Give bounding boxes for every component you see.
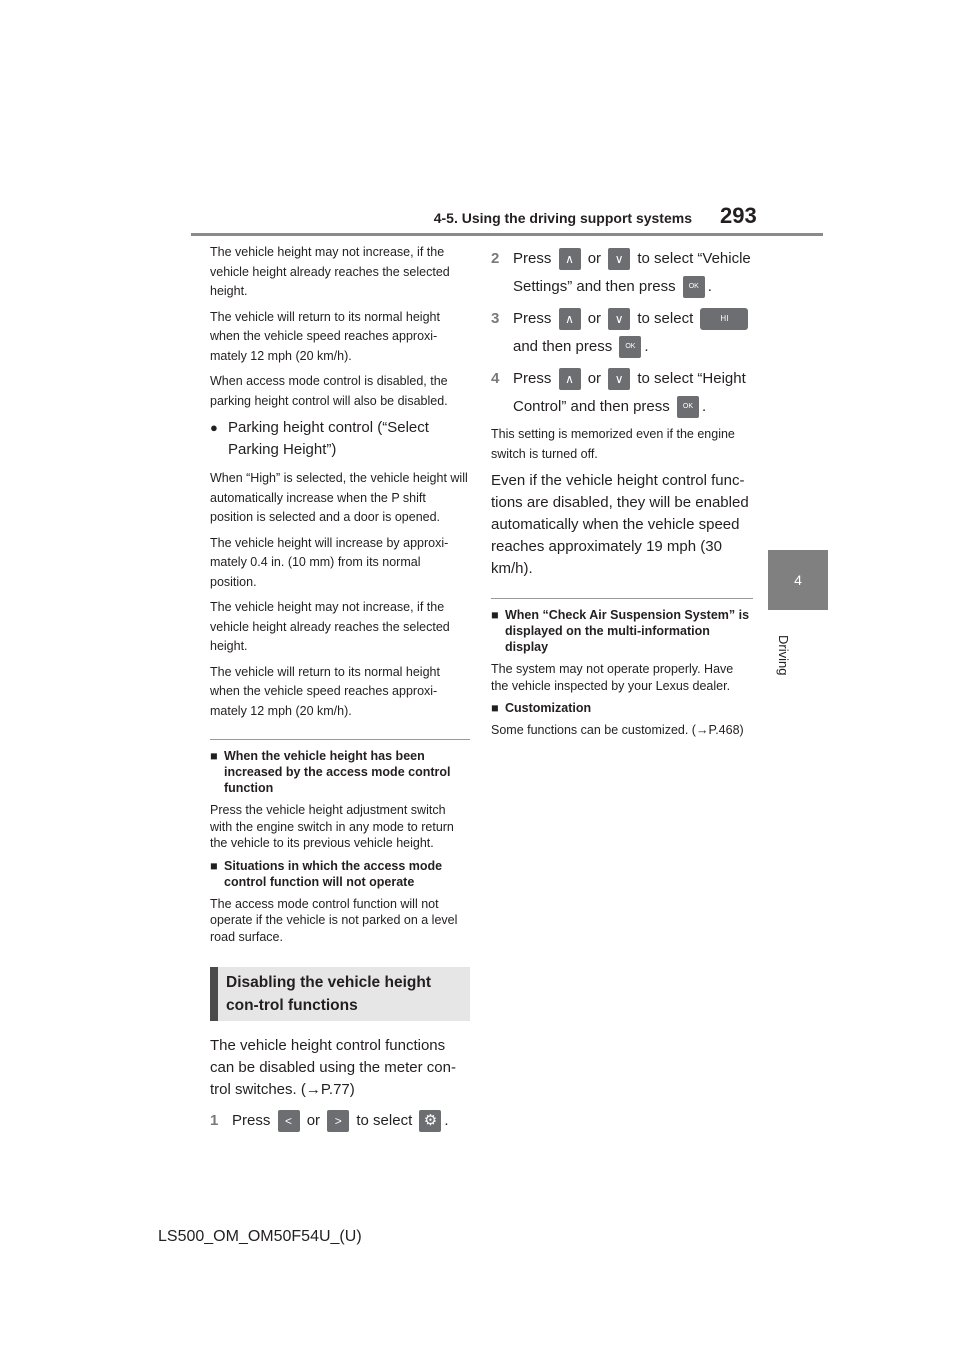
- note2-heading: [210, 858, 470, 890]
- left-p5: The vehicle height will increase by approxi-mately 0.4 in. (10 mm) from its normal position.: [210, 535, 449, 589]
- note1-title: When the vehicle height has been increased by the access mode control function: [224, 749, 451, 795]
- ok-icon: OK: [683, 276, 705, 298]
- up-arrow-icon: ∧: [559, 248, 581, 270]
- note4-body: Some functions can be customized. (→P.468): [491, 723, 744, 737]
- page-number: 293: [720, 203, 757, 228]
- note2-body: The access mode control function will not operate if the vehicle is not parked on a level road surface.: [210, 896, 458, 944]
- right-separator: [491, 598, 753, 599]
- left-separator: [210, 739, 470, 740]
- step-text: Press ∧ or ∨ to select “Vehicle Settings” and then press OK .: [513, 245, 751, 301]
- ok-icon: OK: [677, 396, 699, 418]
- chapter-number: 4: [794, 572, 802, 588]
- chapter-tab: [768, 550, 828, 610]
- down-arrow-icon: ∨: [608, 308, 630, 330]
- step-number: 3: [491, 310, 500, 327]
- left-p7: The vehicle will return to its normal height when the vehicle speed reaches approxi-mately 12 mph (20 km/h).: [210, 664, 440, 718]
- gear-icon: ⚙: [419, 1110, 441, 1132]
- section-heading: Disabling the vehicle height con-trol functions: [210, 967, 470, 1021]
- note3-body: The system may not operate properly. Have the vehicle inspected by your Lexus dealer.: [491, 662, 734, 693]
- parking-height-title: Parking height control (“Select Parking Height”): [228, 419, 429, 458]
- footer-doc-code: LS500_OM_OM50F54U_(U): [158, 1228, 362, 1245]
- square-bullet-icon: ■: [491, 701, 499, 715]
- header-rule: [191, 233, 823, 236]
- step-text: Press < or > to select ⚙ .: [232, 1107, 449, 1135]
- note1-heading: [210, 748, 470, 796]
- note3-title: When “Check Air Suspension System” is displayed on the multi-information display: [505, 608, 750, 654]
- step-text: Press ∧ or ∨ to select HI and then press OK .: [513, 305, 751, 361]
- square-bullet-icon: ■: [210, 858, 218, 873]
- down-arrow-icon: ∨: [608, 248, 630, 270]
- note4-title: Customization: [505, 701, 592, 715]
- right-column: [491, 245, 753, 745]
- up-arrow-icon: ∧: [559, 308, 581, 330]
- note2-title: Situations in which the access mode control function will not operate: [224, 858, 443, 889]
- left-p1: The vehicle height may not increase, if the vehicle height already reaches the selected height.: [210, 245, 450, 298]
- down-arrow-icon: ∨: [608, 368, 630, 390]
- right-arrow-icon: >: [327, 1110, 349, 1132]
- enabled-note: Even if the vehicle height control func-tions are disabled, they will be enabled automatically when the vehicle speed reaches approximately 19 mph (30 km/h).: [491, 472, 749, 577]
- step-number: 4: [491, 370, 500, 387]
- note4-heading: [491, 700, 753, 716]
- left-p2: The vehicle will return to its normal height when the vehicle speed reaches approxi-mately 12 mph (20 km/h).: [210, 309, 440, 363]
- note1-body: Press the vehicle height adjustment switch with the engine switch in any mode to return the vehicle to its previous vehicle height.: [210, 803, 454, 850]
- chapter-label: Driving: [776, 635, 791, 676]
- step-4: [491, 365, 753, 421]
- step-text: Press ∧ or ∨ to select “Height Control” and then press OK .: [513, 365, 746, 421]
- square-bullet-icon: ■: [491, 608, 499, 622]
- step-number: 2: [491, 250, 500, 267]
- step-2: [491, 245, 753, 301]
- header-section-title: 4-5. Using the driving support systems: [433, 210, 692, 226]
- memo-text: This setting is memorized even if the engine switch is turned off.: [491, 427, 735, 461]
- square-bullet-icon: ■: [210, 749, 218, 763]
- left-arrow-icon: <: [278, 1110, 300, 1132]
- left-column: [210, 243, 470, 1139]
- left-p4: When “High” is selected, the vehicle height will automatically increase when the P shift position is selected and a door is opened.: [210, 471, 468, 524]
- ok-icon: OK: [619, 336, 641, 358]
- step-number: 1: [210, 1112, 219, 1129]
- car-icon: HI: [700, 308, 748, 330]
- section-intro: The vehicle height control functions can be disabled using the meter con-trol switches. (→P.77): [210, 1037, 456, 1098]
- bullet-icon: ●: [210, 420, 218, 435]
- parking-height-heading: [210, 417, 470, 461]
- left-p6: The vehicle height may not increase, if the vehicle height already reaches the selected height.: [210, 600, 450, 653]
- left-p3: When access mode control is disabled, the parking height control will also be disabled.: [210, 374, 448, 408]
- note3-heading: [491, 607, 753, 655]
- step-1: [210, 1107, 470, 1135]
- up-arrow-icon: ∧: [559, 368, 581, 390]
- step-3: [491, 305, 753, 361]
